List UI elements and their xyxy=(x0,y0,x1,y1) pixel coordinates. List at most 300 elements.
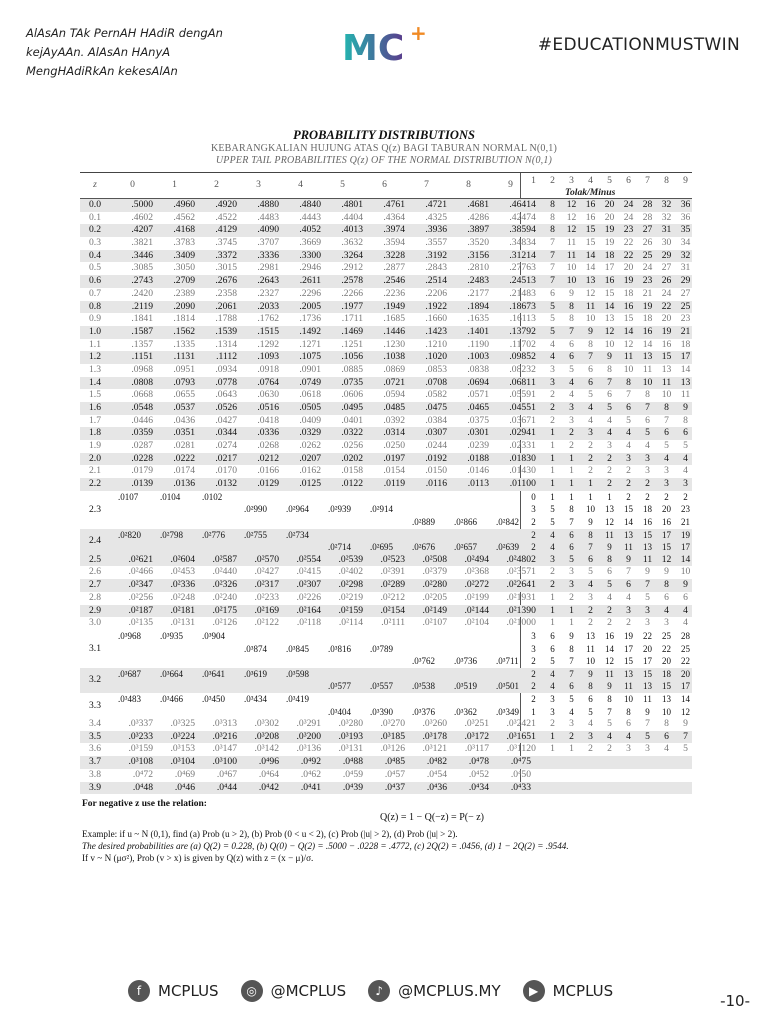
prob-cell: .0²621 xyxy=(128,553,153,565)
prob-cell: .0²453 xyxy=(170,566,195,578)
diff-cell: 16 xyxy=(662,517,671,527)
prob-cell: .0336 xyxy=(257,427,279,439)
prob-cell: .3707 xyxy=(257,237,279,249)
diff-cell: 16 xyxy=(605,630,614,641)
diff-cell: 0 xyxy=(531,491,536,502)
diff-cell: 4 xyxy=(588,402,593,413)
diff-cell: 4 xyxy=(531,211,536,223)
prob-cell: .0158 xyxy=(341,465,363,477)
table-header-row xyxy=(80,173,692,199)
prob-cell: .0934 xyxy=(215,363,237,375)
prob-cell: .1131 xyxy=(173,351,195,363)
diff-cell: 7 xyxy=(588,351,593,363)
table-row xyxy=(80,250,692,263)
prob-cell: .0²776 xyxy=(202,529,225,540)
diff-cell: 11 xyxy=(624,542,633,553)
diff-cell: 9 xyxy=(664,566,669,578)
prob-cell: .0764 xyxy=(257,376,279,388)
diff-cell: 2 xyxy=(588,465,593,477)
prob-cell: .2776 xyxy=(509,262,531,274)
diff-cell: 7 xyxy=(607,706,612,717)
diff-cell: 3 xyxy=(531,313,536,325)
diff-cell: 1 xyxy=(531,440,536,452)
prob-cell: .0⁴59 xyxy=(342,768,363,780)
diff-cell: 4 xyxy=(588,718,593,730)
prob-cell: .4681 xyxy=(467,199,489,210)
diff-cell: 2 xyxy=(531,363,536,375)
diff-cell: 2 xyxy=(664,491,669,502)
diff-cell: 15 xyxy=(623,313,634,325)
diff-cell: 6 xyxy=(664,427,669,439)
prob-cell: .0²820 xyxy=(118,529,141,540)
prob-cell: .2843 xyxy=(425,262,447,274)
diff-cell: 28 xyxy=(642,199,653,210)
diff-cell: 3 xyxy=(569,566,574,578)
diff-cell: 1 xyxy=(550,465,555,477)
prob-cell: .0262 xyxy=(299,440,321,452)
z-value: 3.7 xyxy=(89,756,101,768)
diff-cell: 2 xyxy=(569,730,574,742)
diff-cell: 2 xyxy=(626,491,631,502)
prob-cell: .0²368 xyxy=(464,566,489,578)
z-value: 0.2 xyxy=(89,224,101,236)
col-header: 2 xyxy=(214,179,219,190)
diff-cell: 3 xyxy=(645,604,650,616)
diff-cell: 5 xyxy=(645,591,650,603)
diff-cell: 4 xyxy=(664,604,669,616)
diff-cell: 10 xyxy=(586,504,595,515)
diff-cell: 4 xyxy=(683,617,688,629)
diff-cell: 4 xyxy=(550,681,555,692)
diff-cell: 22 xyxy=(623,237,634,249)
diff-cell: 2 xyxy=(645,491,650,502)
z-value: 1.0 xyxy=(89,325,101,337)
prob-cell: .3520 xyxy=(467,237,489,249)
prob-cell: .0630 xyxy=(257,389,279,401)
table-row xyxy=(80,199,692,212)
col-header: 7 xyxy=(424,179,429,190)
prob-cell: .3669 xyxy=(299,237,321,249)
instagram-label: @MCPLUS xyxy=(270,982,347,1000)
prob-cell: .0793 xyxy=(173,376,195,388)
prob-cell: .0217 xyxy=(215,452,237,464)
prob-cell: .1251 xyxy=(341,338,363,350)
table-row xyxy=(80,389,692,402)
diff-cell: 19 xyxy=(661,325,672,337)
prob-cell: .0401 xyxy=(341,414,363,426)
z-value: 1.1 xyxy=(89,338,101,350)
prob-cell: .0446 xyxy=(131,414,153,426)
prob-cell: .0⁴41 xyxy=(300,781,321,793)
diff-cell: 3 xyxy=(626,743,631,755)
diff-cell: 31 xyxy=(661,224,672,236)
prob-cell: .4129 xyxy=(215,224,237,236)
diff-cell: 10 xyxy=(680,566,691,578)
z-value: 2.0 xyxy=(89,452,101,464)
prob-cell: .4641 xyxy=(509,199,531,210)
diff-cell: 13 xyxy=(586,630,595,641)
diff-cell: 5 xyxy=(569,363,574,375)
diff-cell: 4 xyxy=(626,440,631,452)
footer-instagram[interactable] xyxy=(241,980,347,1002)
diff-cell: 26 xyxy=(642,237,653,249)
diff-cell: 25 xyxy=(642,249,653,261)
diff-cell: 3 xyxy=(607,440,612,452)
diff-cell: 8 xyxy=(664,718,669,730)
diff-cell: 5 xyxy=(550,300,555,312)
diff-cell: 6 xyxy=(664,730,669,742)
prob-cell: .0³216 xyxy=(212,730,237,742)
prob-cell: .1814 xyxy=(173,313,195,325)
prob-cell: .2358 xyxy=(215,287,237,299)
diff-cell: 16 xyxy=(623,300,634,312)
diff-cell: 7 xyxy=(626,566,631,578)
prob-cell: .4602 xyxy=(131,211,153,223)
diff-cell: 28 xyxy=(681,630,690,641)
table-row xyxy=(80,364,692,377)
prob-cell: .0³687 xyxy=(118,668,141,679)
prob-cell: .4404 xyxy=(341,211,363,223)
diff-cell: 4 xyxy=(569,706,574,717)
prob-cell: .1379 xyxy=(509,325,531,337)
diff-cell: 6 xyxy=(550,630,555,641)
prob-cell: .0³159 xyxy=(128,743,153,755)
diff-cell: 11 xyxy=(605,529,614,540)
diff-cell: 10 xyxy=(585,313,596,325)
prob-cell: .3859 xyxy=(509,224,531,236)
prob-cell: .0³519 xyxy=(454,681,477,692)
diff-cell: 1 xyxy=(569,465,574,477)
diff-cell: 13 xyxy=(624,668,633,679)
diff-cell: 4 xyxy=(683,604,688,616)
malay-title: KEBARANGKALIAN HUJUNG ATAS Q(z) BAGI TABURAN NORMAL N(0,1) xyxy=(210,143,558,154)
diff-cell: 16 xyxy=(661,338,672,350)
diff-cell: 10 xyxy=(586,656,595,667)
diff-cell: 1 xyxy=(588,491,593,502)
prob-cell: .0125 xyxy=(299,478,321,490)
prob-cell: .2296 xyxy=(299,287,321,299)
prob-cell: .1003 xyxy=(467,351,489,363)
prob-cell: .0⁴48 xyxy=(132,781,153,793)
prob-cell: .0³208 xyxy=(254,730,279,742)
table-row xyxy=(80,313,692,326)
social-footer xyxy=(128,978,635,1004)
footer-tiktok[interactable] xyxy=(368,980,500,1002)
prob-cell: .0²391 xyxy=(380,566,405,578)
diff-cell: 20 xyxy=(623,262,634,274)
prob-cell: .2611 xyxy=(299,275,321,287)
diff-cell: 2 xyxy=(531,351,536,363)
prob-cell: .0239 xyxy=(467,440,489,452)
diff-cell: 23 xyxy=(623,224,634,236)
z-value: 2.8 xyxy=(89,591,101,603)
diff-header: 4 xyxy=(588,175,593,186)
diff-cell: 4 xyxy=(626,591,631,603)
diff-cell: 7 xyxy=(645,402,650,413)
diff-cell: 1 xyxy=(531,730,536,742)
diff-cell: 0 xyxy=(531,478,536,490)
diff-cell: 23 xyxy=(681,504,690,515)
diff-cell: 12 xyxy=(605,517,614,527)
prob-cell: .0⁴54 xyxy=(426,768,447,780)
diff-cell: 3 xyxy=(531,262,536,274)
diff-cell: 4 xyxy=(626,427,631,439)
prob-cell: .0²107 xyxy=(422,617,447,629)
diff-cell: 23 xyxy=(680,313,691,325)
main-title: PROBABILITY DISTRIBUTIONS xyxy=(293,128,475,142)
diff-header: 8 xyxy=(664,175,669,186)
prob-cell: .0²126 xyxy=(212,617,237,629)
diff-cell: 8 xyxy=(645,389,650,401)
prob-cell: .0³816 xyxy=(328,643,351,654)
table-body xyxy=(80,199,692,794)
prob-cell: .0668 xyxy=(131,389,153,401)
prob-cell: .3336 xyxy=(257,249,279,261)
prob-cell: .1423 xyxy=(425,325,447,337)
table-row xyxy=(80,339,692,352)
diff-cell: 1 xyxy=(569,604,574,616)
prob-cell: .0294 xyxy=(509,427,531,439)
prob-cell: .1093 xyxy=(257,351,279,363)
prob-cell: .0655 xyxy=(173,389,195,401)
english-title: UPPER TAIL PROBABILITIES Q(z) OF THE NORMAL DISTRIBUTION N(0,1) xyxy=(215,155,553,166)
diff-cell: 2 xyxy=(607,617,612,629)
diff-header: 7 xyxy=(645,175,650,186)
prob-cell: .0³136 xyxy=(296,743,321,755)
prob-cell: .0⁴34 xyxy=(468,781,489,793)
prob-cell: .0495 xyxy=(341,402,363,413)
prob-cell: .0516 xyxy=(257,402,279,413)
prob-cell: .0³242 xyxy=(506,718,531,730)
diff-cell: 3 xyxy=(550,693,555,704)
diff-cell: 17 xyxy=(643,656,652,667)
logo-plus-icon: + xyxy=(410,22,427,45)
diff-cell: 2 xyxy=(531,693,536,704)
prob-cell: .1788 xyxy=(215,313,237,325)
prob-cell: .1515 xyxy=(257,325,279,337)
table-row xyxy=(80,617,692,630)
prob-cell: .4207 xyxy=(131,224,153,236)
prob-cell: .0⁴92 xyxy=(300,756,321,768)
normal-distribution-table xyxy=(80,172,692,792)
prob-cell: .0²695 xyxy=(370,542,393,553)
prob-cell: .0³121 xyxy=(422,743,447,755)
prob-cell: .0136 xyxy=(173,478,195,490)
diff-cell: 1 xyxy=(550,743,555,755)
prob-cell: .0122 xyxy=(341,478,363,490)
table-row xyxy=(80,262,692,275)
prob-cell: .1446 xyxy=(383,325,405,337)
table-row xyxy=(80,731,692,744)
z-value: 3.2 xyxy=(89,674,101,686)
diff-header: 2 xyxy=(550,175,555,186)
prob-cell: .0559 xyxy=(509,389,531,401)
prob-cell: .5000 xyxy=(131,199,153,210)
prob-cell: .0375 xyxy=(467,414,489,426)
diff-cell: 7 xyxy=(626,389,631,401)
footer-facebook[interactable] xyxy=(128,980,219,1002)
prob-cell: .0166 xyxy=(257,465,279,477)
prob-cell: .4247 xyxy=(509,211,531,223)
z-value: 1.8 xyxy=(89,427,101,439)
footer-youtube[interactable] xyxy=(523,980,614,1002)
col-header: 3 xyxy=(256,179,261,190)
diff-cell: 4 xyxy=(531,237,536,249)
prob-cell: .0²139 xyxy=(506,604,531,616)
prob-cell: .0⁴96 xyxy=(258,756,279,768)
z-value: 2.5 xyxy=(89,553,101,565)
prob-cell: .3446 xyxy=(131,249,153,261)
diff-cell: 7 xyxy=(550,262,555,274)
prob-cell: .0²494 xyxy=(464,553,489,565)
z-value: 0.1 xyxy=(89,211,101,223)
prob-cell: .1894 xyxy=(467,300,489,312)
prob-cell: .0721 xyxy=(383,376,405,388)
diff-cell: 3 xyxy=(645,617,650,629)
motto-line-3: MengHAdiRkAn kekesAlAn xyxy=(26,64,178,78)
prob-cell: .0²307 xyxy=(296,579,321,591)
prob-cell: .0162 xyxy=(299,465,321,477)
prob-cell: .0582 xyxy=(425,389,447,401)
diff-cell: 19 xyxy=(681,529,690,540)
prob-cell: .0³538 xyxy=(412,681,435,692)
prob-cell: .1292 xyxy=(257,338,279,350)
diff-cell: 2 xyxy=(531,325,536,337)
prob-cell: .0110 xyxy=(509,478,531,490)
prob-cell: .0985 xyxy=(509,351,531,363)
prob-cell: .2643 xyxy=(257,275,279,287)
prob-cell: .0³557 xyxy=(370,681,393,692)
table-row xyxy=(80,453,692,466)
motto-line-2: kejAyAAn. AlAsAn HAnyA xyxy=(26,45,171,59)
diff-cell: 8 xyxy=(607,363,612,375)
diff-cell: 3 xyxy=(626,604,631,616)
prob-cell: .1736 xyxy=(299,313,321,325)
diff-cell: 1 xyxy=(588,478,593,490)
diff-cell: 1 xyxy=(531,427,536,439)
diff-cell: 8 xyxy=(569,643,574,654)
diff-cell: 2 xyxy=(550,414,555,426)
diff-header: 6 xyxy=(626,175,631,186)
diff-cell: 5 xyxy=(683,440,688,452)
prob-cell: .3121 xyxy=(509,249,531,261)
prob-cell: .0²154 xyxy=(380,604,405,616)
diff-cell: 9 xyxy=(588,325,593,337)
prob-cell: .2206 xyxy=(425,287,447,299)
prob-cell: .2546 xyxy=(383,275,405,287)
prob-cell: .0³178 xyxy=(422,730,447,742)
diff-cell: 3 xyxy=(664,478,669,490)
diff-cell: 11 xyxy=(643,693,652,704)
diff-cell: 32 xyxy=(680,249,691,261)
prob-cell: .0⁴50 xyxy=(510,768,531,780)
diff-cell: 4 xyxy=(626,730,631,742)
diff-cell: 18 xyxy=(623,287,634,299)
prob-cell: .1020 xyxy=(425,351,447,363)
prob-cell: .0116 xyxy=(425,478,447,490)
prob-cell: .4562 xyxy=(173,211,195,223)
prob-cell: .0314 xyxy=(383,427,405,439)
prob-cell: .0⁴37 xyxy=(384,781,405,793)
diff-cell: 11 xyxy=(586,643,595,654)
prob-cell: .0²104 xyxy=(464,617,489,629)
prob-cell: .0735 xyxy=(341,376,363,388)
prob-cell: .0256 xyxy=(341,440,363,452)
table-row xyxy=(80,769,692,782)
diff-cell: 5 xyxy=(569,553,574,565)
diff-cell: 4 xyxy=(531,249,536,261)
prob-cell: .0²289 xyxy=(380,579,405,591)
diff-cell: 4 xyxy=(607,427,612,439)
diff-cell: 3 xyxy=(683,478,688,490)
prob-cell: .4522 xyxy=(215,211,237,223)
diff-cell: 5 xyxy=(607,579,612,591)
diff-cell: 20 xyxy=(681,668,690,679)
prob-cell: .0³100 xyxy=(212,756,237,768)
table-row xyxy=(80,566,692,579)
prob-cell: .0³874 xyxy=(244,643,267,654)
diff-cell: 2 xyxy=(531,338,536,350)
prob-cell: .3085 xyxy=(131,262,153,274)
prob-cell: .0³108 xyxy=(128,756,153,768)
prob-cell: .0188 xyxy=(467,452,489,464)
diff-cell: 19 xyxy=(624,630,633,641)
prob-cell: .3745 xyxy=(215,237,237,249)
diff-cell: 1 xyxy=(550,591,555,603)
diff-cell: 20 xyxy=(604,211,615,223)
table-row xyxy=(80,743,692,756)
diff-cell: 7 xyxy=(550,249,555,261)
diff-cell: 2 xyxy=(607,465,612,477)
diff-cell: 2 xyxy=(588,440,593,452)
prob-cell: .0²272 xyxy=(464,579,489,591)
diff-cell: 4 xyxy=(550,668,555,679)
diff-cell: 10 xyxy=(566,262,577,274)
prob-cell: .0²100 xyxy=(506,617,531,629)
prob-cell: .2327 xyxy=(257,287,279,299)
prob-cell: .0²193 xyxy=(506,591,531,603)
diff-cell: 1 xyxy=(550,491,555,502)
prob-cell: .0³404 xyxy=(328,706,351,717)
prob-cell: .0³789 xyxy=(370,643,393,654)
prob-cell: .0301 xyxy=(467,427,489,439)
prob-cell: .0485 xyxy=(383,402,405,413)
diff-cell: 6 xyxy=(569,681,574,692)
diff-cell: 6 xyxy=(626,718,631,730)
diff-cell: 1 xyxy=(550,440,555,452)
diff-cell: 16 xyxy=(585,199,596,210)
mcplus-logo xyxy=(338,22,438,66)
prob-cell: .4920 xyxy=(215,199,237,210)
prob-cell: .2981 xyxy=(257,262,279,274)
prob-cell: .0⁴57 xyxy=(384,768,405,780)
diff-cell: 8 xyxy=(626,376,631,388)
diff-cell: 5 xyxy=(607,402,612,413)
diff-cell: 0 xyxy=(531,452,536,464)
prob-cell: .0³185 xyxy=(380,730,405,742)
diff-cell: 24 xyxy=(623,199,634,210)
diff-cell: 11 xyxy=(566,249,577,261)
prob-cell: .3783 xyxy=(173,237,195,249)
diff-cell: 7 xyxy=(569,656,574,667)
prob-cell: .2912 xyxy=(341,262,363,274)
prob-cell: .1867 xyxy=(509,300,531,312)
general-rule: If v ~ N (μσ²), Prob (v > x) is given by Q(z) with z = (x − μ)/σ. xyxy=(82,853,314,863)
diff-cell: 20 xyxy=(662,504,671,515)
diff-cell: 13 xyxy=(604,313,615,325)
table-row xyxy=(80,415,692,428)
prob-cell: .0548 xyxy=(131,402,153,413)
